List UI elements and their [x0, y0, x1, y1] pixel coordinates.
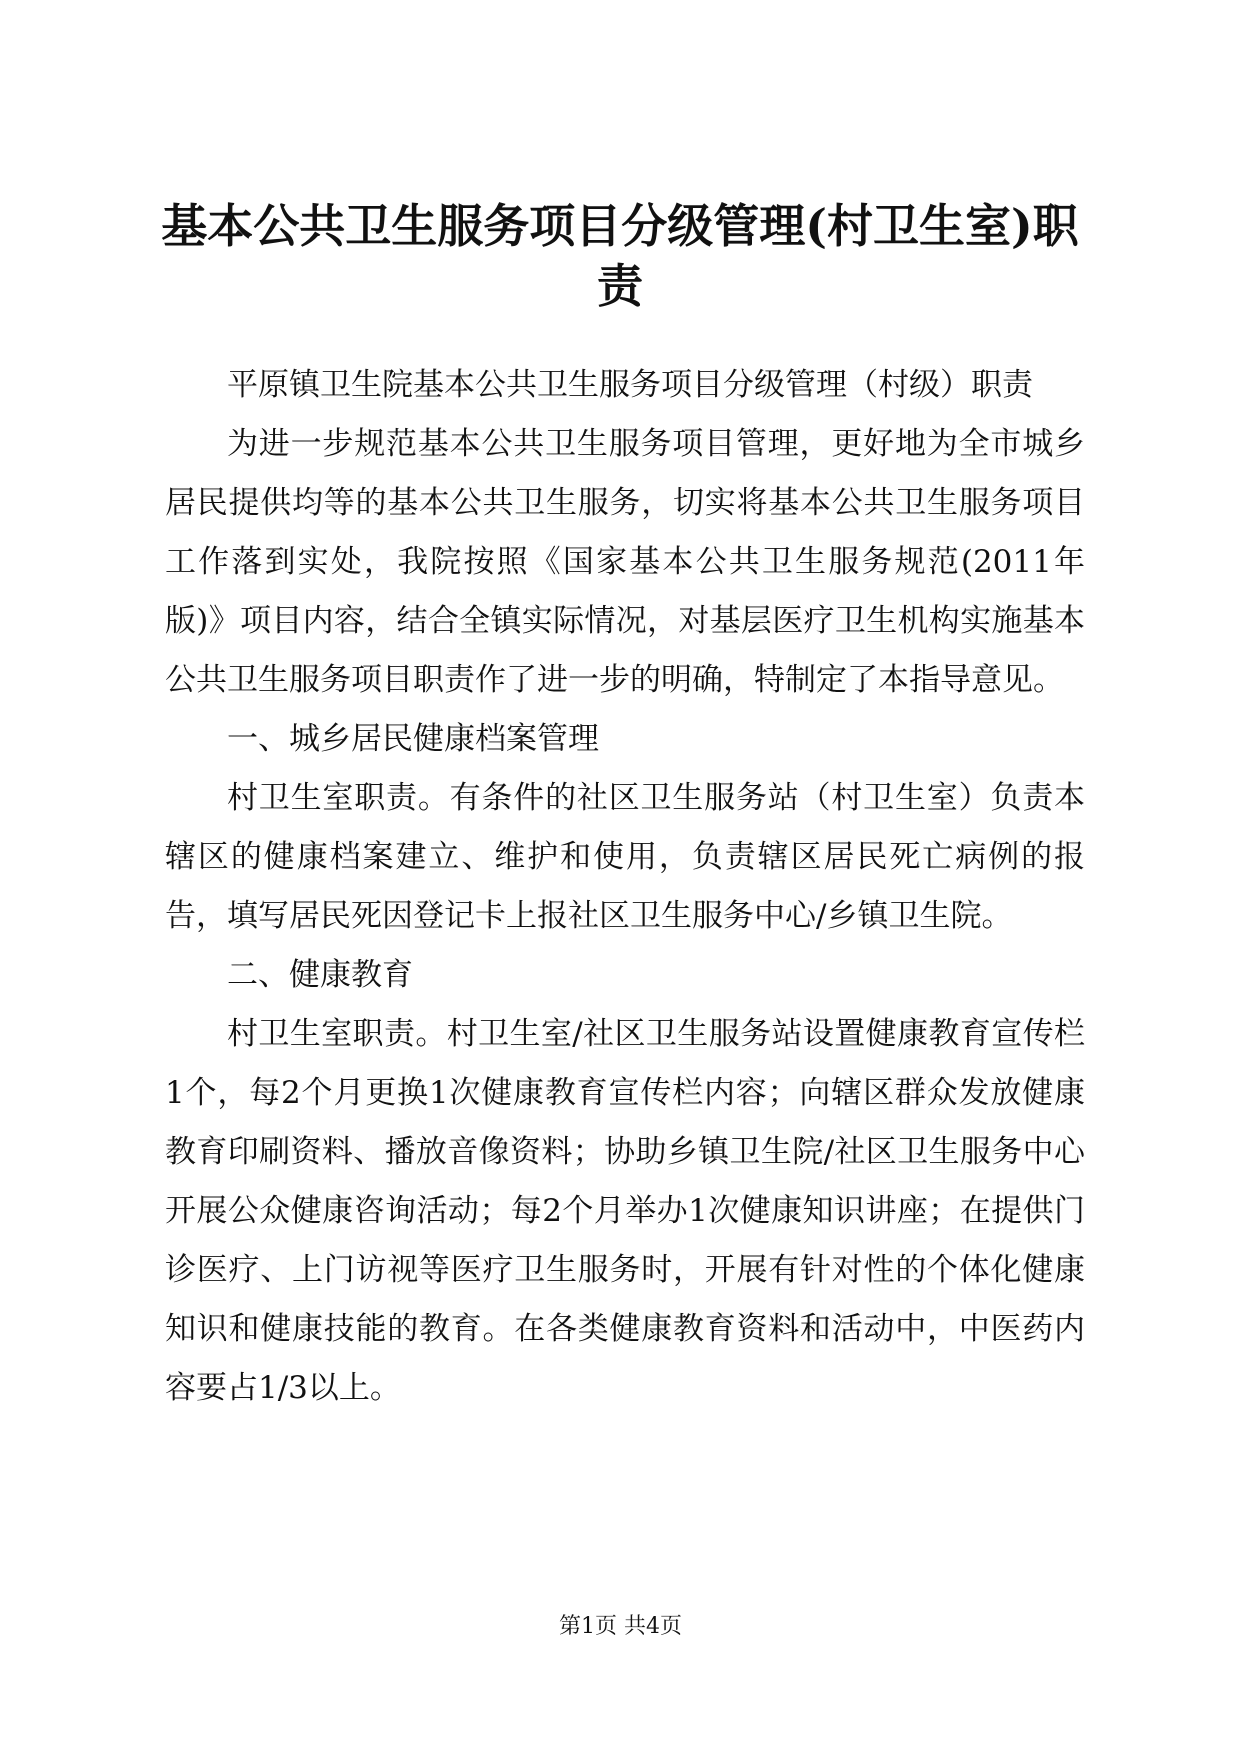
- document-title: 基本公共卫生服务项目分级管理(村卫生室)职责: [161, 199, 1079, 313]
- document-body: [165, 356, 1085, 1418]
- section-heading-health-records: 一、城乡居民健康档案管理: [227, 721, 599, 757]
- paragraph-heading-line: 平原镇卫生院基本公共卫生服务项目分级管理（村级）职责: [227, 367, 1033, 403]
- page-footer: 第1页 共4页: [559, 1614, 682, 1639]
- paragraph-health-education: 村卫生室职责。村卫生室/社区卫生服务站设置健康教育宣传栏1个，每2个月更换1次健康教育宣传栏内容；向辖区群众发放健康教育印刷资料、播放音像资料；协助乡镇卫生院/社区卫生服务中心开展公众健康咨询活动；每2个月举办1次健康知识讲座；在提供门诊医疗、上门访视等医疗卫生服务时，开展有针对性的个体化健康知识和健康技能的教育。在各类健康教育资料和活动中，中医药内容要占1/3以上。: [165, 1016, 1085, 1406]
- section-heading-health-education: 二、健康教育: [227, 957, 413, 993]
- paragraph-intro: 为进一步规范基本公共卫生服务项目管理，更好地为全市城乡居民提供均等的基本公共卫生服务，切实将基本公共卫生服务项目工作落到实处，我院按照《国家基本公共卫生服务规范(2011年版)》项目内容，结合全镇实际情况，对基层医疗卫生机构实施基本公共卫生服务项目职责作了进一步的明确，特制定了本指导意见。: [165, 426, 1085, 698]
- paragraph-health-records: 村卫生室职责。有条件的社区卫生服务站（村卫生室）负责本辖区的健康档案建立、维护和使用，负责辖区居民死亡病例的报告，填写居民死因登记卡上报社区卫生服务中心/乡镇卫生院。: [165, 780, 1085, 934]
